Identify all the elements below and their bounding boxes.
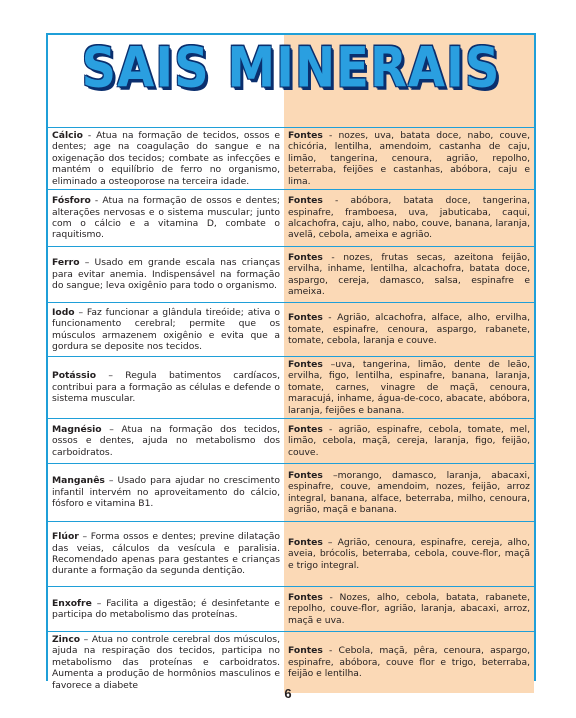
- description-text: Atua na formação de ossos e dentes; alterações nervosas e o sistema muscular; junto com o cálcio e a vitamina D, combate o raquitismo.: [52, 195, 280, 241]
- mineral-name: Magnésio: [52, 423, 102, 435]
- sources-text: Agrião, cenoura, espinafre, cereja, alho, aveia, brócolis, beterraba, cebola, couve-flor, maçã e trigo integral.: [288, 536, 531, 571]
- sources-label: Fontes: [288, 536, 323, 548]
- separator: -: [322, 591, 340, 603]
- mineral-name: Fósforo: [52, 195, 91, 207]
- mineral-sources: [284, 190, 534, 247]
- separator: -: [322, 645, 339, 657]
- sources-label: Fontes: [288, 312, 323, 324]
- separator: -: [90, 195, 103, 207]
- sources-text: agrião, espinafre, cebola, tomate, mel, limão, cebola, maçã, cereja, laranja, figo, feijão, couve.: [288, 423, 530, 458]
- mineral-sources: [284, 303, 534, 357]
- mineral-sources: [284, 522, 534, 587]
- table-row: [48, 464, 534, 522]
- separator: –: [104, 475, 118, 487]
- description-text: Usado para ajudar no crescimento infantil intervém no aproveitamento do cálcio, fósforo e vitamina B1.: [52, 475, 281, 510]
- sources-text: Nozes, alho, cebola, batata, rabanete, repolho, couve-flor, agrião, laranja, abacaxi, arroz, maçã e uva.: [288, 591, 530, 626]
- separator: –: [322, 359, 336, 371]
- mineral-name: Potássio: [52, 370, 97, 382]
- mineral-description: [48, 357, 284, 419]
- sources-label: Fontes: [288, 130, 323, 141]
- mineral-sources: [284, 587, 534, 632]
- page-title: SAIS MINERAIS: [81, 35, 501, 101]
- sources-text: uva, tangerina, limão, dente de leão, ervilha, figo, lentilha, espinafre, banana, laranja, tomate, carnes, vinagre de maçã, cenoura, maracujá, inhame, água-de-coco, abacate, abóbora, laranja, feijões e banana.: [288, 359, 530, 416]
- sources-label: Fontes: [288, 469, 323, 481]
- description-text: Regula batimentos cardíacos, contribui para a formação as células e defende o sistema muscular.: [52, 370, 280, 405]
- separator: -: [322, 195, 351, 207]
- gap-left: [48, 109, 284, 127]
- sources-text: abóbora, batata doce, tangerina, espinafre, framboesa, uva, jabuticaba, caqui, alcachofra, caju, alho, nabo, couve, banana, laranja, avelã, cebola, ameixa e agrião.: [288, 195, 531, 241]
- separator: -: [322, 130, 339, 141]
- table-row: [48, 419, 534, 464]
- sources-label: Fontes: [288, 359, 323, 371]
- separator: –: [80, 634, 92, 646]
- mineral-description: [48, 247, 284, 303]
- mineral-name: Enxofre: [52, 597, 92, 609]
- description-text: Facilita a digestão; é desinfetante e participa do metabolismo das proteínas.: [52, 597, 280, 621]
- mineral-sources: [284, 464, 534, 522]
- sources-label: Fontes: [288, 195, 323, 207]
- separator: –: [79, 257, 95, 269]
- mineral-description: [48, 190, 284, 247]
- mineral-name: Flúor: [52, 531, 79, 543]
- separator: –: [74, 306, 87, 318]
- sources-text: Agrião, alcachofra, alface, alho, ervilha, tomate, espinafre, cenoura, aspargo, rabanete, tomate, cebola, laranja e couve.: [288, 312, 530, 347]
- table-row: [48, 190, 534, 247]
- header-gap: [48, 109, 534, 127]
- sources-label: Fontes: [288, 251, 323, 263]
- page-number: 6: [284, 686, 292, 701]
- table-row: [48, 587, 534, 632]
- table-row: [48, 357, 534, 419]
- mineral-description: [48, 128, 284, 190]
- sources-text: nozes, uva, batata doce, nabo, couve, chicória, lentilha, amendoim, castanha de caju, limão, tangerina, cenoura, agrião, repolho, beterraba, feijões e castanhas, abóbora, caju e lima.: [288, 130, 531, 187]
- separator: –: [322, 469, 338, 481]
- description-text: Faz funcionar a glândula tireóide; ativa o funcionamento cerebral; permite que os músculos armazenem oxigênio e evita que a gordura se deposite nos tecidos.: [52, 306, 281, 352]
- table-row: [48, 247, 534, 303]
- sources-text: nozes, frutas secas, azeitona feijão, ervilha, inhame, lentilha, alcachofra, batata doce, aspargo, cereja, damasco, salsa, espinafre e ameixa.: [288, 251, 530, 297]
- table-row: [48, 128, 534, 190]
- sources-label: Fontes: [288, 645, 323, 657]
- mineral-name: Cálcio: [52, 130, 83, 141]
- mineral-name: Zinco: [52, 634, 81, 646]
- mineral-description: [48, 303, 284, 357]
- description-text: Atua no controle cerebral dos músculos, ajuda na respiração dos tecidos, participa no metabolismo das proteínas e carboidratos. Aumenta a produção de hormônios masculinos e favorece a diabete: [52, 634, 280, 691]
- sources-label: Fontes: [288, 591, 323, 603]
- gap-right: [284, 109, 534, 127]
- mineral-description: [48, 419, 284, 464]
- sources-text: morango, damasco, laranja, abacaxi, espinafre, couve, amendoim, nozes, feijão, arroz integral, banana, alface, beterraba, milho, cenoura, agrião, maçã e banana.: [288, 469, 530, 515]
- separator: -: [322, 251, 344, 263]
- description-text: Usado em grande escala nas crianças para evitar anemia. Indispensável na formação do sangue; leva oxigênio para todo o organismo.: [52, 257, 280, 292]
- mineral-sources: [284, 632, 534, 694]
- separator: -: [83, 130, 97, 141]
- separator: –: [78, 531, 91, 543]
- description-text: Forma ossos e dentes; previne dilatação das veias, cálculos da vesícula e paralisia. Recomendado apenas para gestantes e crianças durante a formação da segunda dentição.: [52, 531, 281, 577]
- mineral-sources: [284, 247, 534, 303]
- mineral-sources: [284, 128, 534, 190]
- separator: –: [322, 536, 338, 548]
- table-row: [48, 522, 534, 587]
- mineral-description: [48, 632, 284, 694]
- separator: -: [322, 312, 338, 324]
- mineral-sources: [284, 357, 534, 419]
- header: [48, 35, 534, 109]
- mineral-name: Ferro: [52, 257, 80, 269]
- mineral-name: Manganês: [52, 475, 105, 487]
- mineral-description: [48, 587, 284, 632]
- description-text: Atua na formação dos tecidos, ossos e dentes, ajuda no metabolismo dos carboidratos.: [52, 423, 280, 458]
- mineral-description: [48, 464, 284, 522]
- mineral-sources: [284, 419, 534, 464]
- separator: -: [322, 423, 339, 435]
- minerals-table: [48, 127, 534, 693]
- table-row: [48, 303, 534, 357]
- sources-text: Cebola, maçã, pêra, cenoura, aspargo, espinafre, abóbora, couve flor e trigo, beterraba, feijão e lentilha.: [288, 645, 531, 680]
- separator: –: [91, 597, 107, 609]
- sources-label: Fontes: [288, 423, 323, 435]
- description-text: Atua na formação de tecidos, ossos e dentes; age na coagulação do sangue e na oxigenação dos tecidos; combate as infecções e mantém o equilíbrio de ferro no organismo, eliminado a osteoporose na terceira idade.: [52, 130, 281, 187]
- mineral-name: Iodo: [52, 306, 75, 318]
- separator: –: [96, 370, 126, 382]
- mineral-description: [48, 522, 284, 587]
- table-row: [48, 632, 534, 694]
- minerals-frame: [46, 33, 536, 691]
- separator: –: [101, 423, 122, 435]
